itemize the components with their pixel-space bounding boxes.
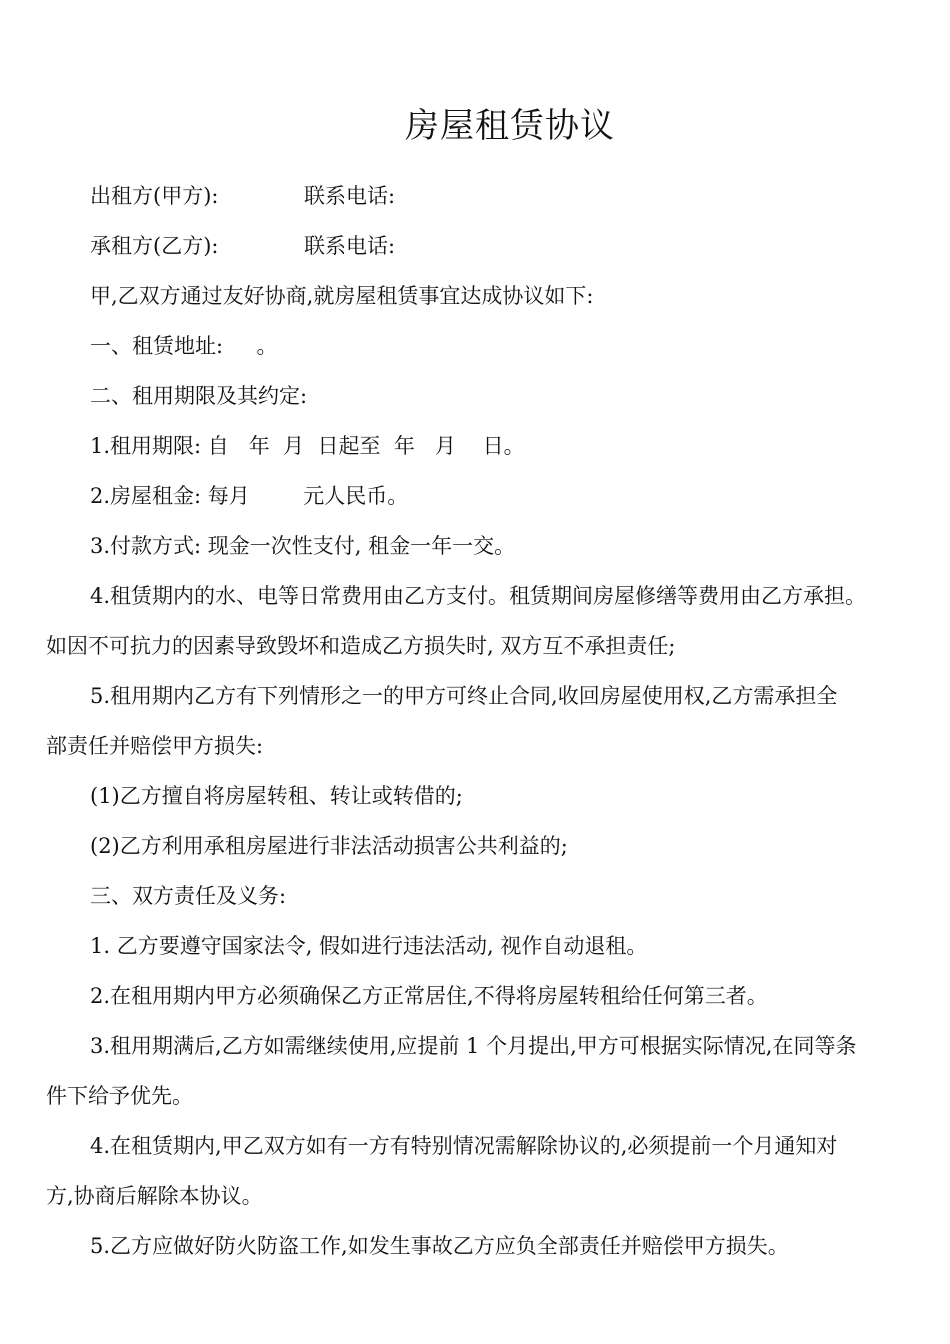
lessee-label: 承租方(乙方): <box>90 234 219 258</box>
intro-paragraph: 甲,乙双方通过友好协商,就房屋租赁事宜达成协议如下: <box>90 284 594 308</box>
document-title: 房屋租赁协议 <box>405 106 615 146</box>
section-2-item-3: 3.付款方式: 现金一次性支付, 租金一年一交。 <box>90 534 516 558</box>
lessee-phone-label: 联系电话: <box>304 234 396 258</box>
section-2-item-5-sub-2: (2)乙方利用承租房屋进行非法活动损害公共利益的; <box>90 834 568 858</box>
section-1-address: 一、租赁地址: 。 <box>90 334 278 358</box>
section-2-item-2: 2.房屋租金: 每月 元人民币。 <box>90 484 409 508</box>
section-2-item-1: 1.租用期限: 自 年 月 日起至 年 月 日。 <box>90 434 525 458</box>
section-3-item-3-line-1: 3.租用期满后,乙方如需继续使用,应提前 1 个月提出,甲方可根据实际情况,在同等条 <box>90 1034 857 1058</box>
section-3-item-4-line-2: 方,协商后解除本协议。 <box>46 1184 263 1208</box>
section-3-item-2: 2.在租用期内甲方必须确保乙方正常居住,不得将房屋转租给任何第三者。 <box>90 984 768 1008</box>
section-2-item-5-sub-1: (1)乙方擅自将房屋转租、转让或转借的; <box>90 784 463 808</box>
section-3-heading: 三、双方责任及义务: <box>90 884 287 908</box>
section-2-item-4-line-2: 如因不可抗力的因素导致毁坏和造成乙方损失时, 双方互不承担责任; <box>46 634 676 658</box>
lessor-label: 出租方(甲方): <box>90 184 219 208</box>
section-3-item-3-line-2: 件下给予优先。 <box>46 1084 193 1108</box>
section-3-item-4-line-1: 4.在租赁期内,甲乙双方如有一方有特别情况需解除协议的,必须提前一个月通知对 <box>90 1134 838 1158</box>
section-3-item-5: 5.乙方应做好防火防盗工作,如发生事故乙方应负全部责任并赔偿甲方损失。 <box>90 1234 789 1258</box>
section-2-item-5-line-2: 部责任并赔偿甲方损失: <box>46 734 264 758</box>
section-2-heading: 二、租用期限及其约定: <box>90 384 308 408</box>
section-3-item-1: 1. 乙方要遵守国家法令, 假如进行违法活动, 视作自动退租。 <box>90 934 648 958</box>
lessor-phone-label: 联系电话: <box>304 184 396 208</box>
section-2-item-4-line-1: 4.租赁期内的水、电等日常费用由乙方支付。租赁期间房屋修缮等费用由乙方承担。 <box>90 584 867 608</box>
section-2-item-5-line-1: 5.租用期内乙方有下列情形之一的甲方可终止合同,收回房屋使用权,乙方需承担全 <box>90 684 838 708</box>
